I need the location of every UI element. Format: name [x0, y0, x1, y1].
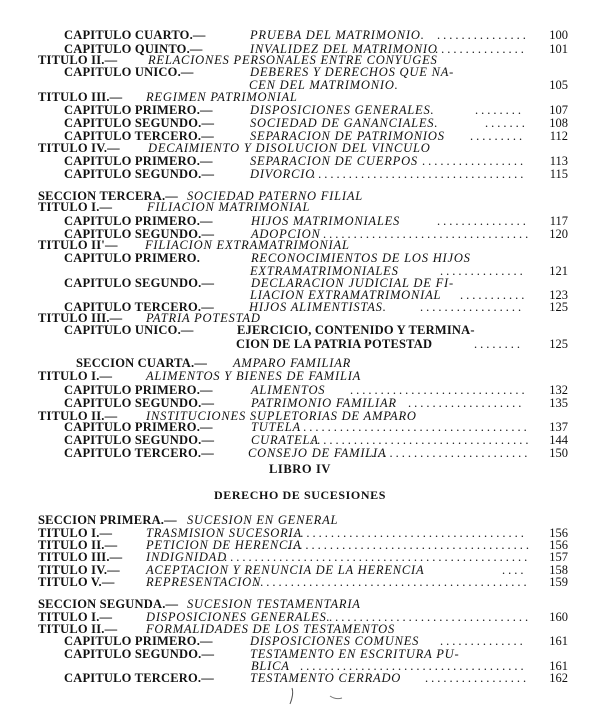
leader-dots: ...............	[437, 214, 529, 228]
toc-entry	[0, 167, 600, 181]
entry-heading: CAPITULO PRIMERO.	[64, 251, 201, 265]
entry-heading: TITULO IV.—	[38, 563, 120, 577]
entry-title: INSTITUCIONES SUPLETORIAS DE AMPARO	[146, 409, 417, 423]
entry-heading: CAPITULO UNICO.—	[64, 65, 194, 79]
entry-title: ACEPTACION Y RENUNCIA DE LA HERENCIA	[146, 563, 425, 577]
entry-title: DEBERES Y DERECHOS QUE NA-	[250, 65, 455, 79]
entry-title: HIJOS ALIMENTISTAS.	[249, 300, 387, 314]
entry-heading: TITULO II.—	[38, 53, 118, 67]
toc-entry	[0, 420, 600, 434]
entry-heading: CAPITULO TERCERO.—	[64, 300, 214, 314]
entry-title: SEPARACION DE PATRIMONIOS	[250, 129, 445, 143]
page-number: 120	[549, 227, 568, 241]
page-number: 125	[549, 337, 568, 351]
leader-dots: ...........................	[365, 446, 531, 460]
toc-entry	[0, 550, 600, 564]
entry-heading: CAPITULO CUARTO.—	[64, 28, 206, 42]
entry-title: FORMALIDADES DE LOS TESTAMENTOS	[146, 622, 395, 636]
entry-heading: CAPITULO TERCERO.—	[64, 129, 214, 143]
entry-heading: CAPITULO PRIMERO.—	[64, 420, 213, 434]
entry-heading: CAPITULO PRIMERO.—	[64, 383, 213, 397]
book-heading: LIBRO IV	[268, 462, 332, 476]
entry-title: TESTAMENTO CERRADO	[250, 671, 402, 685]
entry-title: EJERCICIO, CONTENIDO Y TERMINA-	[237, 323, 475, 337]
leader-dots: ........	[475, 103, 524, 117]
page-number: 160	[549, 610, 568, 624]
entry-title: SEPARACION DE CUERPOS	[250, 154, 418, 168]
entry-title: CEN DEL MATRIMONIO.	[249, 78, 399, 92]
entry-title: INVALIDEZ DEL MATRIMONIO	[250, 42, 438, 56]
page-number: 105	[549, 78, 568, 92]
entry-title: PATRIA POTESTAD	[146, 311, 261, 325]
leader-dots: ........................................	[287, 538, 532, 552]
entry-title: SUCESION EN GENERAL	[187, 513, 339, 527]
entry-title: FILIACION MATRIMONIAL	[147, 200, 311, 214]
leader-dots: .................................	[329, 610, 532, 624]
page-number: 157	[549, 550, 568, 564]
entry-title: DECLARACION JUDICIAL DE FI-	[251, 276, 454, 290]
leader-dots: ..................................................	[224, 550, 531, 564]
toc-entry	[0, 383, 600, 397]
leader-dots: .............................	[350, 383, 528, 397]
page-number: 162	[549, 671, 568, 685]
entry-title: ADOPCION	[251, 227, 321, 241]
toc-entry	[0, 575, 600, 589]
entry-title: SOCIEDAD PATERNO FILIAL	[187, 189, 364, 203]
entry-title: RECONOCIMIENTOS DE LOS HIJOS	[251, 251, 471, 265]
toc-entry	[0, 597, 600, 611]
leader-dots: ........	[474, 337, 523, 351]
entry-title: SUCESION TESTAMENTARIA	[187, 597, 361, 611]
leader-dots: ....................................	[311, 433, 532, 447]
entry-title: BLICA	[251, 659, 290, 673]
page-number: 161	[549, 659, 568, 673]
page-number: 150	[549, 446, 568, 460]
page-number: 112	[549, 129, 568, 143]
entry-heading: CAPITULO SEGUNDO.—	[64, 116, 215, 130]
entry-title: DISPOSICIONES COMUNES	[250, 634, 420, 648]
toc-entry	[0, 433, 600, 447]
leader-dots: ...............	[437, 28, 529, 42]
entry-heading: CAPITULO TERCERO.—	[64, 671, 214, 685]
entry-heading: TITULO III.—	[38, 90, 123, 104]
entry-title: TUTELA	[251, 420, 301, 434]
toc-entry	[0, 634, 600, 648]
entry-heading: CAPITULO PRIMERO.—	[64, 154, 213, 168]
entry-title: LIACION EXTRAMATRIMONIAL	[250, 288, 442, 302]
entry-title: DIVORCIO	[250, 167, 316, 181]
entry-title: INDIGNIDAD	[146, 550, 227, 564]
entry-title: TESTAMENTO EN ESCRITURA PU-	[250, 647, 460, 661]
entry-title: EXTRAMATRIMONIALES	[250, 264, 399, 278]
entry-title: DISPOSICIONES GENERALES.	[146, 610, 331, 624]
page-number: 159	[549, 575, 568, 589]
entry-heading: CAPITULO SEGUNDO.—	[64, 276, 215, 290]
leader-dots: ...............	[435, 42, 527, 56]
entry-heading: SECCION TERCERA.—	[38, 189, 179, 203]
entry-heading: TITULO I.—	[38, 610, 113, 624]
toc-entry	[0, 28, 600, 42]
entry-heading: CAPITULO PRIMERO.—	[64, 634, 213, 648]
entry-heading: TITULO III.—	[38, 311, 123, 325]
toc-entry	[0, 337, 600, 351]
page-number: 144	[549, 433, 568, 447]
entry-heading: CAPITULO SEGUNDO.—	[64, 433, 215, 447]
entry-heading: SECCION PRIMERA.—	[38, 513, 177, 527]
entry-heading: CAPITULO PRIMERO.—	[64, 214, 213, 228]
toc-entry	[0, 396, 600, 410]
toc-entry	[0, 251, 600, 265]
toc-entry	[0, 103, 600, 117]
entry-heading: CAPITULO TERCERO.—	[64, 446, 214, 460]
entry-title: RELACIONES PERSONALES ENTRE CONYUGES	[148, 53, 438, 67]
entry-heading: CAPITULO QUINTO.—	[64, 42, 203, 56]
entry-heading: TITULO II.—	[38, 409, 118, 423]
toc-entry	[0, 323, 600, 337]
entry-heading: CAPITULO SEGUNDO.—	[64, 167, 215, 181]
leader-dots: ..............	[440, 634, 526, 648]
leader-dots: ....	[502, 563, 527, 577]
leader-dots: .................	[425, 671, 530, 685]
entry-title: TRASMISION SUCESORIA	[146, 526, 302, 540]
toc-entry	[0, 154, 600, 168]
page-number: 132	[549, 383, 568, 397]
entry-heading: CAPITULO UNICO.—	[64, 323, 194, 337]
page-number: 121	[549, 264, 568, 278]
entry-heading: SECCION SEGUNDA.—	[38, 597, 179, 611]
leader-dots: ..............	[440, 264, 526, 278]
leader-dots: ......................................	[297, 420, 530, 434]
entry-title: REPRESENTACION	[146, 575, 262, 589]
leader-dots: ...........	[460, 288, 528, 302]
entry-heading: TITULO V.—	[38, 575, 115, 589]
toc-entry	[0, 369, 600, 383]
entry-heading: TITULO II'—	[38, 238, 118, 252]
entry-title: PRUEBA DEL MATRIMONIO.	[250, 28, 425, 42]
entry-heading: TITULO I.—	[38, 200, 113, 214]
page-number: 156	[549, 526, 568, 540]
leader-dots: .......	[485, 116, 528, 130]
book-subheading: DERECHO DE SUCESIONES	[214, 488, 386, 502]
entry-heading: TITULO II.—	[38, 538, 118, 552]
entry-heading: SECCION CUARTA.—	[76, 356, 208, 370]
entry-title: DECAIMIENTO Y DISOLUCION DEL VINCULO	[148, 141, 431, 155]
entry-heading: TITULO IV.—	[38, 141, 120, 155]
entry-title: PATRIMONIO FAMILIAR	[251, 396, 397, 410]
page-number: 108	[549, 116, 568, 130]
page-number: 156	[549, 538, 568, 552]
toc-entry	[0, 214, 600, 228]
page-number: 101	[549, 42, 568, 56]
toc-entry	[0, 200, 600, 214]
entry-heading: CAPITULO PRIMERO.—	[64, 103, 213, 117]
toc-entry	[0, 65, 600, 79]
entry-title: CONSEJO DE FAMILIA	[248, 446, 387, 460]
entry-title: HIJOS MATRIMONIALES	[251, 214, 401, 228]
entry-title: REGIMEN PATRIMONIAL	[146, 90, 298, 104]
page-number: 115	[549, 167, 568, 181]
leader-dots: ...................	[408, 396, 525, 410]
page-number: 161	[549, 634, 568, 648]
leader-dots: ..................................	[323, 227, 532, 241]
leader-dots: .................	[422, 154, 527, 168]
toc-entry	[0, 671, 600, 685]
entry-heading: CAPITULO SEGUNDO.—	[64, 647, 215, 661]
page-number: 113	[549, 154, 568, 168]
entry-title: SOCIEDAD DE GANANCIALES.	[250, 116, 439, 130]
leader-dots: .............................................	[254, 575, 530, 589]
page-number: 100	[549, 28, 568, 42]
entry-title: DISPOSICIONES GENERALES.	[250, 103, 435, 117]
entry-heading: CAPITULO SEGUNDO.—	[64, 396, 215, 410]
entry-heading: TITULO I.—	[38, 369, 113, 383]
leader-dots: .......................................	[288, 526, 527, 540]
toc-entry	[0, 356, 600, 370]
leader-dots: .........	[470, 129, 526, 143]
page-number: 158	[549, 563, 568, 577]
toc-entry	[0, 90, 600, 104]
toc-entry	[0, 446, 600, 460]
pen-mark	[280, 684, 360, 708]
entry-title: ALIMENTOS Y BIENES DE FAMILIA	[146, 369, 362, 383]
entry-heading: TITULO III.—	[38, 550, 123, 564]
leader-dots: .....................................	[300, 659, 527, 673]
page-number: 107	[549, 103, 568, 117]
page-number: 125	[549, 300, 568, 314]
entry-title: CURATELA	[251, 433, 319, 447]
page-number: 123	[549, 288, 568, 302]
toc-entry	[0, 116, 600, 130]
page-number: 117	[549, 214, 568, 228]
leader-dots: ...................................	[312, 167, 527, 181]
toc-entry	[0, 513, 600, 527]
page-number: 135	[549, 396, 568, 410]
entry-heading: TITULO I.—	[38, 526, 113, 540]
page-number: 137	[549, 420, 568, 434]
entry-title: CION DE LA PATRIA POTESTAD	[236, 337, 433, 351]
entry-heading: CAPITULO SEGUNDO.—	[64, 227, 215, 241]
entry-title: PETICION DE HERENCIA	[146, 538, 302, 552]
entry-title: FILIACION EXTRAMATRIMONIAL	[145, 238, 350, 252]
entry-title: AMPARO FAMILIAR	[233, 356, 352, 370]
toc-entry	[0, 141, 600, 155]
toc-entry	[0, 238, 600, 252]
entry-title: ALIMENTOS	[251, 383, 326, 397]
entry-heading: TITULO II.—	[38, 622, 118, 636]
leader-dots: .................	[420, 300, 525, 314]
